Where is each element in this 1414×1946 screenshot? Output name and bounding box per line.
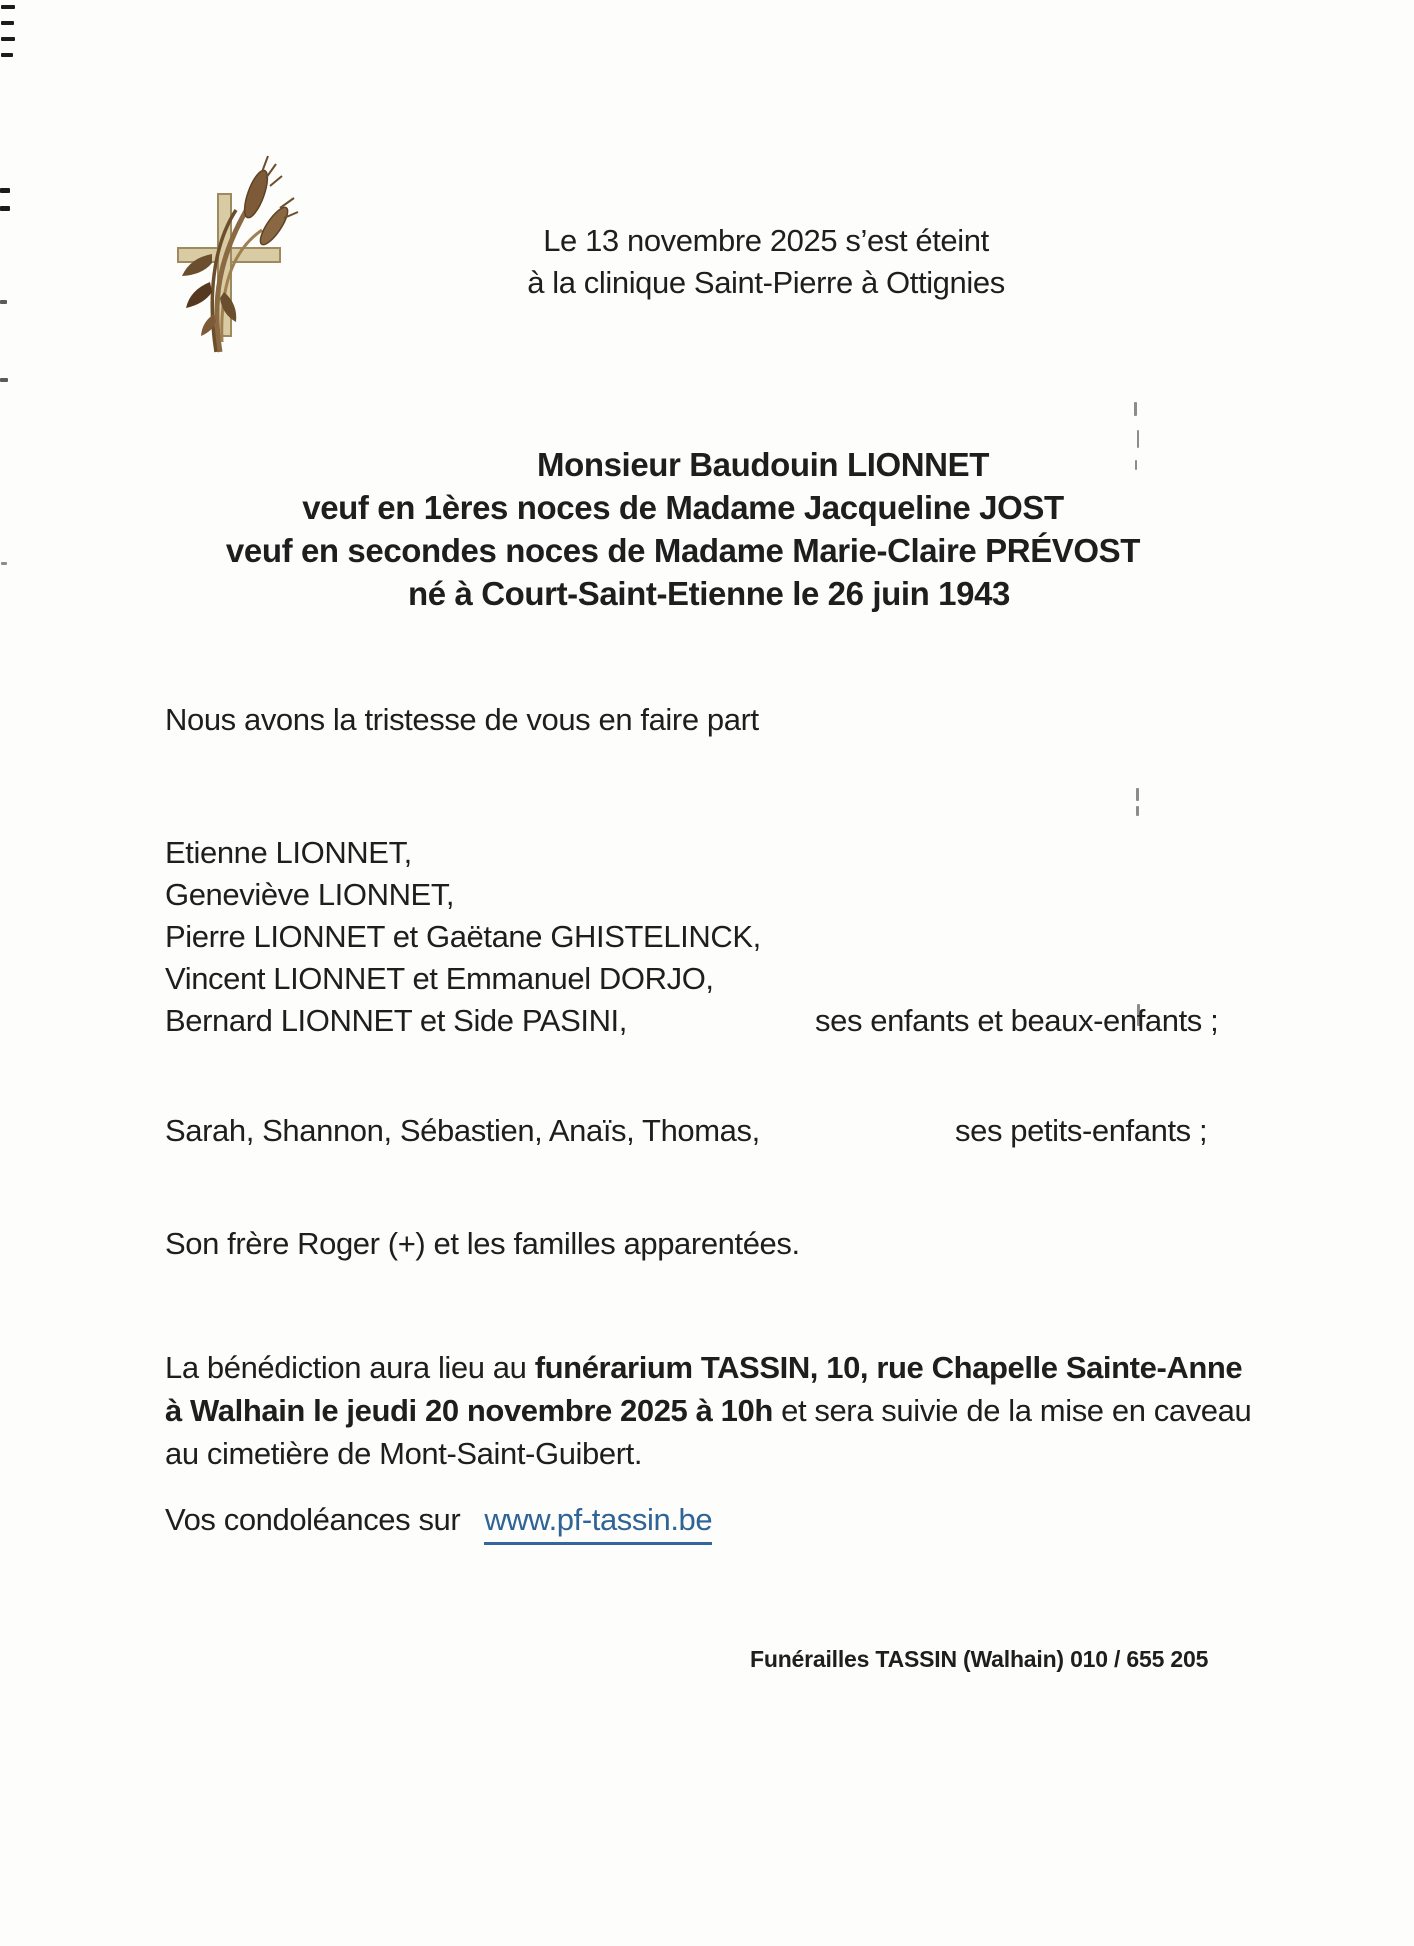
children-relation-label: ses enfants et beaux-enfants ;: [815, 1003, 1219, 1038]
funeral-home-footer: Funérailles TASSIN (Walhain) 010 / 655 205: [750, 1646, 1209, 1672]
scan-artifact: [1136, 806, 1139, 816]
ceremony-line: [165, 1389, 1251, 1432]
birth-line: né à Court-Saint-Etienne le 26 juin 1943: [408, 575, 1010, 612]
ceremony-paragraph: [165, 1346, 1251, 1475]
child-line: Etienne LIONNET,: [165, 835, 412, 870]
child-name: Bernard LIONNET et Side PASINI,: [165, 1003, 627, 1038]
death-place-line: à la clinique Saint-Pierre à Ottignies: [527, 265, 1005, 300]
child-line: Pierre LIONNET et Gaëtane GHISTELINCK,: [165, 919, 761, 954]
death-date-line: Le 13 novembre 2025 s’est éteint: [543, 223, 989, 258]
grandchildren-line: [165, 1110, 1315, 1152]
scan-artifact: [1134, 402, 1137, 416]
scan-artifact: [1, 21, 14, 25]
condolences-label: Vos condoléances sur: [165, 1502, 461, 1537]
first-marriage-line: veuf en 1ères noces de Madame Jacqueline JOST: [302, 489, 1064, 526]
ceremony-text: La bénédiction aura lieu au: [165, 1350, 535, 1385]
child-line: [165, 1000, 1315, 1042]
ceremony-line: au cimetière de Mont-Saint-Guibert.: [165, 1436, 643, 1471]
announcement-line: Nous avons la tristesse de vous en faire part: [165, 702, 759, 737]
scan-artifact: [1136, 788, 1139, 801]
scan-artifact: [1, 5, 15, 9]
ceremony-text: et sera suivie de la mise en caveau: [772, 1393, 1252, 1428]
ceremony-line: [165, 1346, 1251, 1389]
grandchildren-names: Sarah, Shannon, Sébastien, Anaïs, Thomas,: [165, 1113, 760, 1148]
ceremony-datetime-bold: à Walhain le jeudi 20 novembre 2025 à 10h: [165, 1393, 773, 1428]
intro-block: [0, 220, 1414, 304]
child-line: Geneviève LIONNET,: [165, 877, 455, 912]
scan-artifact: [1, 53, 13, 57]
deceased-block: [0, 443, 1414, 615]
scan-artifact: [0, 188, 10, 193]
ceremony-venue-bold: funérarium TASSIN, 10, rue Chapelle Sainte-Anne: [534, 1350, 1243, 1385]
second-marriage-line: veuf en secondes noces de Madame Marie-Claire PRÉVOST: [225, 532, 1141, 569]
scan-artifact: [1, 37, 15, 41]
scan-artifact: [0, 206, 10, 211]
children-list: [165, 832, 1315, 1042]
scan-artifact: [0, 378, 8, 382]
grandchildren-relation-label: ses petits-enfants ;: [955, 1113, 1208, 1148]
family-line: Son frère Roger (+) et les familles apparentées.: [165, 1226, 800, 1261]
deceased-name-line: Monsieur Baudouin LIONNET: [537, 446, 989, 483]
child-line: Vincent LIONNET et Emmanuel DORJO,: [165, 961, 714, 996]
condolences-line: [165, 1499, 712, 1545]
condolences-link[interactable]: www.pf-tassin.be: [484, 1499, 712, 1545]
